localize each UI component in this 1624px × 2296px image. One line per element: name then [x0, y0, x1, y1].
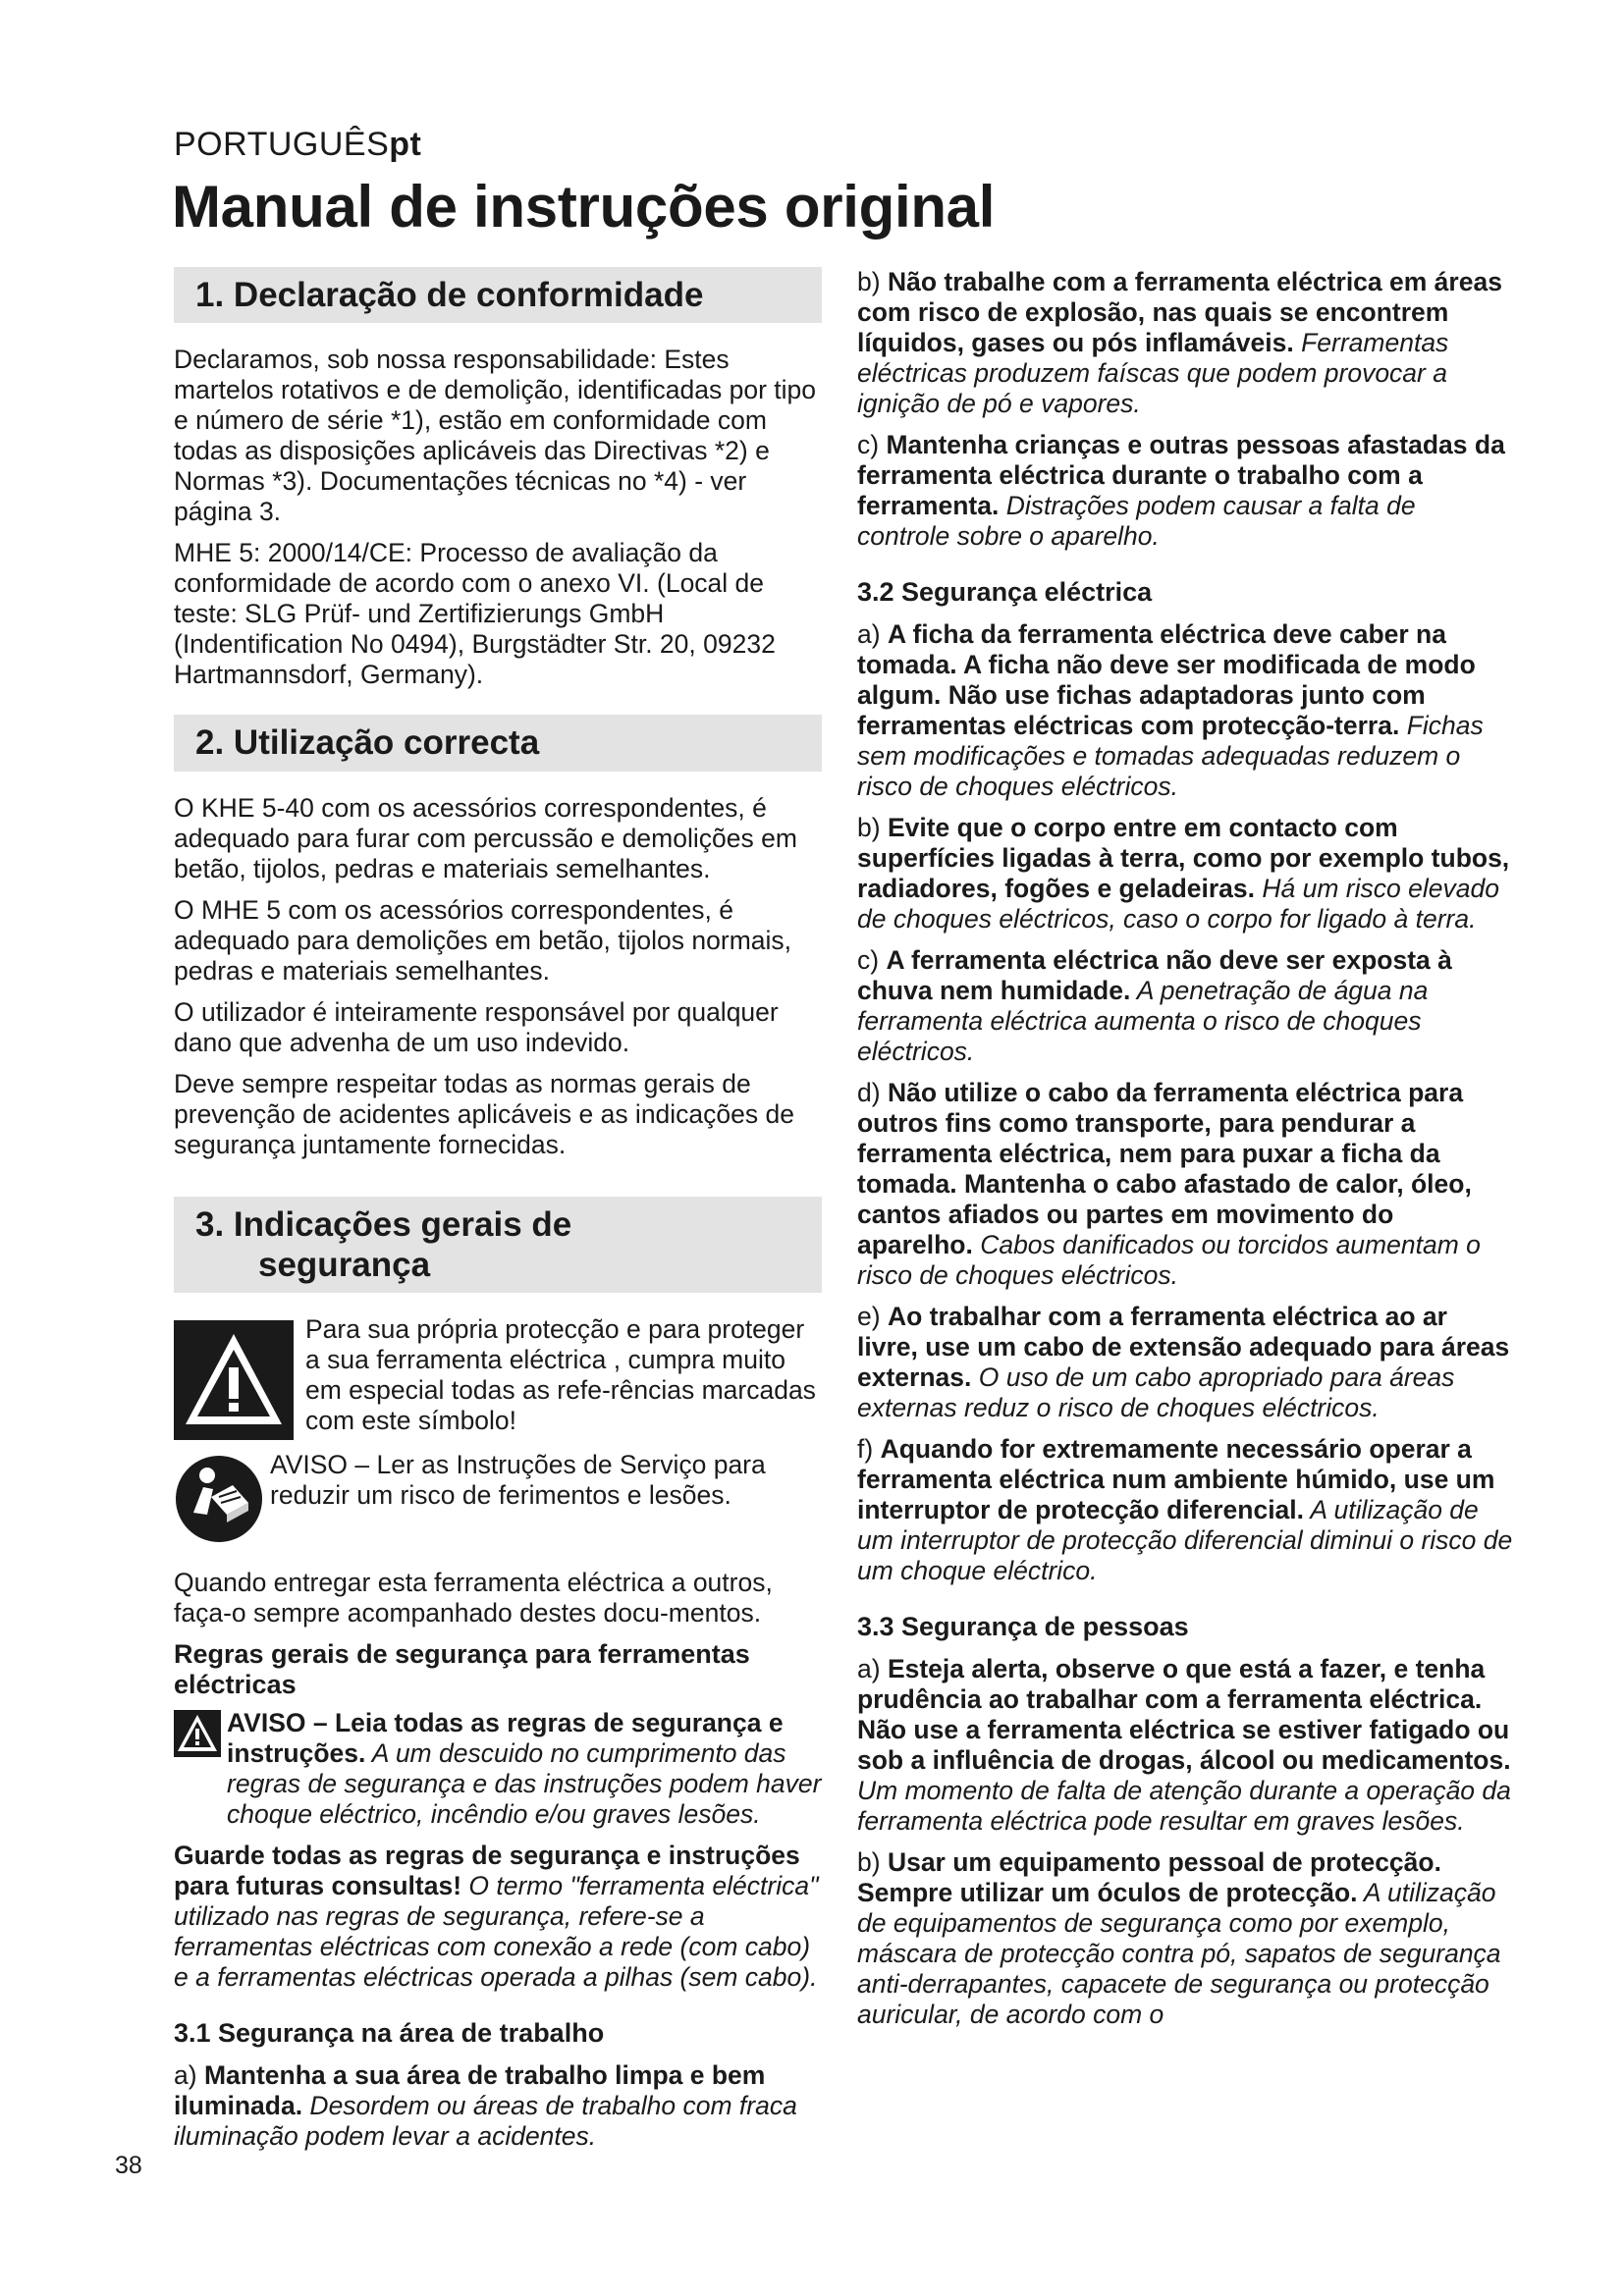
- warning-small-icon: [174, 1710, 221, 1757]
- section-3-1-heading: 3.1 Segurança na área de trabalho: [174, 2018, 605, 2049]
- s2-paragraph-3: O utilizador é inteiramente responsável por qualquer dano que advenha de um uso indevido.: [174, 996, 779, 1057]
- s33-item-a: a) Esteja alerta, observe o que está a fazer, e tenha prudência ao trabalhar com a ferramenta eléctrica. Não use a ferramenta eléctrica se estiver fatigado ou sob a influência de drogas, álcool ou medicamentos. Um momento de falta de atenção durante a operação da ferramenta eléctrica pode resultar em graves lesões.: [857, 1654, 1511, 1836]
- rules-heading: Regras gerais de segurança para ferramentas eléctricas: [174, 1639, 750, 1700]
- s31-item-a: a) Mantenha a sua área de trabalho limpa e bem iluminada. Desordem ou áreas de trabalho com fraca iluminação podem levar a acidentes.: [174, 2060, 797, 2152]
- keep-rules-italic: O termo "ferramenta eléctrica" utilizado nas regras de segurança, refere-se a ferramentas eléctricas com conexão a rede (com cabo) e a ferramentas eléctricas operada a pilhas (sem cabo).: [174, 1871, 819, 1993]
- symbol-note-text: Para sua própria protecção e para proteger a sua ferramenta eléctrica , cumpra muito em especial todas as refe-rências marcadas com este símbolo!: [305, 1314, 816, 1436]
- left-column: [174, 267, 822, 2163]
- aviso-rules-bold: AVISO – Leia todas as regras de segurança e instruções.: [227, 1708, 784, 1769]
- s2-paragraph-4: Deve sempre respeitar todas as normas gerais de prevenção de acidentes aplicáveis e as indicações de segurança juntamente fornecidas.: [174, 1068, 794, 1159]
- section-3-3-heading: 3.3 Segurança de pessoas: [857, 1612, 1189, 1641]
- section-1-heading: 1. Declaração de conformidade: [174, 267, 822, 323]
- s1-paragraph-2: MHE 5: 2000/14/CE: Processo de avaliação da conformidade de acordo com o anexo VI. (Local de teste: SLG Prüf- und Zertifizierungs GmbH (Indentification No 0494), Burgstädter Str. 20, 09232 Hartmannsdorf, Germany).: [174, 538, 776, 690]
- section-3-heading-line-1: 3. Indicações gerais de: [195, 1204, 572, 1244]
- s32-item-f: f) Aquando for extremamente necessário operar a ferramenta eléctrica num ambiente húmido, use um interruptor de protecção diferencial. A utilização de um interruptor de protecção diferencial diminui o risco de um choque eléctrico.: [857, 1434, 1513, 1585]
- page-number: 38: [115, 2152, 142, 2179]
- aviso-rules: [174, 1708, 822, 1841]
- section-3-heading: [174, 1197, 822, 1294]
- s33-item-b: b) Usar um equipamento pessoal de protecção. Sempre utilizar um óculos de protecção. A utilização de equipamentos de segurança como por exemplo, máscara de protecção contra pó, sapatos de segurança anti-derrapantes, capacete de segurança ou protecção auricular, de acordo com o: [857, 1847, 1501, 2029]
- page-title: Manual de instruções original: [172, 174, 996, 240]
- warning-triangle-icon: [174, 1320, 294, 1440]
- warning-symbol-note: [174, 1314, 822, 1440]
- language-name: PORTUGUÊS: [174, 126, 390, 163]
- s32-item-a: a) A ficha da ferramenta eléctrica deve caber na tomada. A ficha não deve ser modificada de modo algum. Não use fichas adaptadoras junto com ferramentas eléctricas com protecção-terra. Fichas sem modificações e tomadas adequadas reduzem o risco de choques eléctricos.: [857, 619, 1484, 801]
- aviso-read-manual: [174, 1450, 822, 1544]
- s2-paragraph-2: O MHE 5 com os acessórios correspondentes, é adequado para demolições em betão, tijolos normais, pedras e materiais semelhantes.: [174, 894, 792, 986]
- s32-item-d: d) Não utilize o cabo da ferramenta eléctrica para outros fins como transporte, para pendurar a ferramenta eléctrica, nem para puxar a ficha da tomada. Mantenha o cabo afastado de calor, óleo, cantos afiados ou partes em movimento do aparelho. Cabos danificados ou torcidos aumentam o risco de choques eléctricos.: [857, 1078, 1481, 1290]
- s31-item-b: b) Não trabalhe com a ferramenta eléctrica em áreas com risco de explosão, nas quais se encontrem líquidos, gases ou pós inflamáveis. Ferramentas eléctricas produzem faíscas que podem provocar a ignição de pó e vapores.: [857, 267, 1502, 418]
- section-2-heading: 2. Utilização correcta: [174, 715, 822, 771]
- read-manual-book-icon: [174, 1454, 264, 1544]
- s2-paragraph-1: O KHE 5-40 com os acessórios correspondentes, é adequado para furar com percussão e demolições em betão, tijolos, pedras e materiais semelhantes.: [174, 792, 797, 883]
- section-3-2-heading: 3.2 Segurança eléctrica: [857, 577, 1153, 607]
- keep-rules-bold: Guarde todas as regras de segurança e instruções para futuras consultas!: [174, 1841, 800, 1901]
- aviso-rules-italic: A um descuido no cumprimento das regras de segurança e das instruções podem haver choque eléctrico, incêndio e/ou graves lesões.: [227, 1738, 822, 1830]
- language-label: [174, 126, 421, 164]
- right-column: [857, 267, 1515, 2041]
- handover-note: Quando entregar esta ferramenta eléctrica a outros, faça-o sempre acompanhado destes docu-mentos.: [174, 1568, 773, 1629]
- section-3-heading-line-2: segurança: [258, 1245, 431, 1284]
- s32-item-b: b) Evite que o corpo entre em contacto com superfícies ligadas à terra, como por exemplo tubos, radiadores, fogões e geladeiras. Há um risco elevado de choques eléctricos, caso o corpo for ligado à terra.: [857, 813, 1510, 934]
- s32-item-c: c) A ferramenta eléctrica não deve ser exposta à chuva nem humidade. A penetração de água na ferramenta eléctrica aumenta o risco de choques eléctricos.: [857, 945, 1452, 1066]
- s1-paragraph-1: Declaramos, sob nossa responsabilidade: Estes martelos rotativos e de demolição, identificadas por tipo e número de série *1), estão em conformidade com todas as disposições aplicáveis das Directivas *2) e Normas *3). Documentações técnicas no *4) - ver página 3.: [174, 345, 817, 527]
- aviso-text: – Ler as Instruções de Serviço para reduzir um risco de ferimentos e lesões.: [270, 1450, 766, 1511]
- aviso-label: AVISO: [270, 1450, 349, 1480]
- language-code: pt: [389, 126, 422, 163]
- s31-item-c: c) Mantenha crianças e outras pessoas afastadas da ferramenta eléctrica durante o trabalho com a ferramenta. Distrações podem causar a falta de controle sobre o aparelho.: [857, 430, 1505, 551]
- s32-item-e: e) Ao trabalhar com a ferramenta eléctrica ao ar livre, use um cabo de extensão adequado para áreas externas. O uso de um cabo apropriado para áreas externas reduz o risco de choques eléctricos.: [857, 1302, 1510, 1422]
